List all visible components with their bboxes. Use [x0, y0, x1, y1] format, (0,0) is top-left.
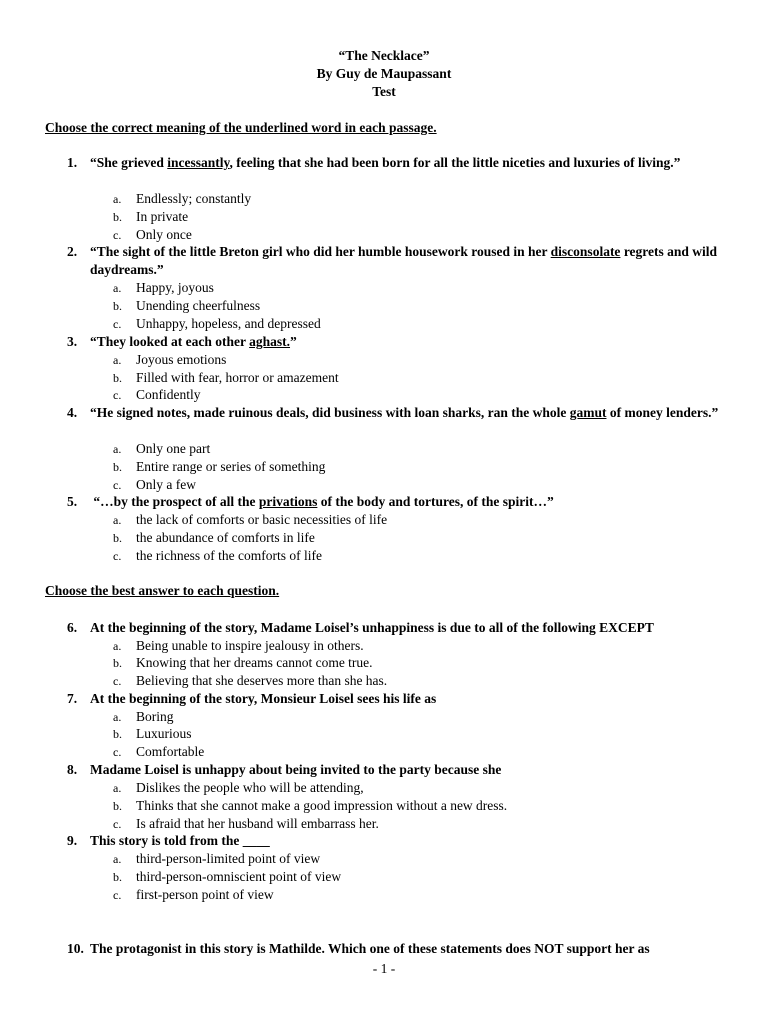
option-c: c. Believing that she deserves more than she has.	[113, 673, 388, 688]
question-number: 8.	[67, 762, 78, 777]
option-a: a. the lack of comforts or basic necessities of life	[113, 512, 388, 527]
option-a: a. third-person-limited point of view	[113, 851, 321, 866]
questions-instructions: Choose the best answer to each question.	[45, 583, 280, 598]
option-b: b. Knowing that her dreams cannot come true.	[113, 655, 373, 670]
question-number: 5.	[67, 494, 78, 509]
question-number: 7.	[67, 691, 78, 706]
question-text: “He signed notes, made ruinous deals, did business with loan sharks, ran the whole gamut of money lenders.”	[90, 405, 719, 420]
question-number: 4.	[67, 405, 78, 420]
option-c: c. Only a few	[113, 477, 196, 492]
underlined-word: privations	[258, 494, 318, 509]
option-a: a. Happy, joyous	[113, 280, 214, 295]
question-text: The protagonist in this story is Mathilde. Which one of these statements does NOT support her as	[90, 941, 650, 956]
option-a: a. Dislikes the people who will be attending,	[113, 780, 364, 795]
question-6	[67, 619, 730, 637]
question-text: “…by the prospect of all the privations of the body and tortures, of the spirit…”	[90, 494, 554, 509]
option-b: b. third-person-omniscient point of view	[113, 869, 342, 884]
option-c: c. Confidently	[113, 387, 201, 402]
question-text: “She grieved incessantly, feeling that she had been born for all the little niceties and luxuries of living.”	[90, 155, 681, 170]
question-number: 3.	[67, 334, 78, 349]
question-number: 2.	[67, 244, 78, 259]
vocab-instructions: Choose the correct meaning of the underlined word in each passage.	[45, 120, 437, 135]
underlined-word: aghast.	[249, 334, 291, 349]
option-b: b. Thinks that she cannot make a good impression without a new dress.	[113, 798, 508, 813]
underlined-word: disconsolate	[550, 244, 621, 259]
option-c: c. Comfortable	[113, 744, 205, 759]
question-number: 6.	[67, 620, 78, 635]
underlined-word: incessantly	[167, 155, 230, 170]
option-a: a. Boring	[113, 709, 174, 724]
option-c: c. Is afraid that her husband will embarrass her.	[113, 816, 379, 831]
option-c: c. first-person point of view	[113, 887, 274, 902]
document-subtitle: Test	[372, 84, 396, 99]
question-text: At the beginning of the story, Monsieur Loisel sees his life as	[90, 691, 437, 706]
question-text: At the beginning of the story, Madame Loisel’s unhappiness is due to all of the following EXCEPT	[90, 620, 654, 635]
question-text: This story is told from the ____	[90, 833, 270, 848]
question-1	[67, 154, 730, 172]
document-author: By Guy de Maupassant	[316, 66, 452, 81]
question-10	[67, 940, 730, 958]
question-number: 9.	[67, 833, 78, 848]
underlined-word: gamut	[569, 405, 607, 420]
question-text: “They looked at each other aghast.”	[90, 334, 297, 349]
option-b: b. Filled with fear, horror or amazement	[113, 370, 339, 385]
question-4	[67, 404, 730, 422]
question-number: 1.	[67, 155, 78, 170]
question-text: “The sight of the little Breton girl who did her humble housework roused in her disconsolate regrets and wild daydreams.”	[90, 244, 718, 277]
option-c: c. Only once	[113, 227, 192, 242]
option-a: a. Endlessly; constantly	[113, 191, 252, 206]
document-title: “The Necklace”	[338, 48, 430, 63]
option-a: a. Joyous emotions	[113, 352, 227, 367]
option-a: a. Being unable to inspire jealousy in others.	[113, 638, 364, 653]
page-number: - 1 -	[372, 961, 396, 976]
question-3	[67, 333, 730, 351]
option-b: b. Luxurious	[113, 726, 192, 741]
option-c: c. the richness of the comforts of life	[113, 548, 322, 563]
option-b: b. Unending cheerfulness	[113, 298, 261, 313]
question-9	[67, 832, 730, 850]
option-b: b. the abundance of comforts in life	[113, 530, 315, 545]
question-2	[67, 243, 730, 279]
option-a: a. Only one part	[113, 441, 211, 456]
question-5	[67, 493, 730, 511]
option-b: b. In private	[113, 209, 189, 224]
option-c: c. Unhappy, hopeless, and depressed	[113, 316, 321, 331]
question-7	[67, 690, 730, 708]
option-b: b. Entire range or series of something	[113, 459, 326, 474]
question-number: 10.	[67, 941, 84, 956]
question-8	[67, 761, 730, 779]
question-text: Madame Loisel is unhappy about being invited to the party because she	[90, 762, 502, 777]
